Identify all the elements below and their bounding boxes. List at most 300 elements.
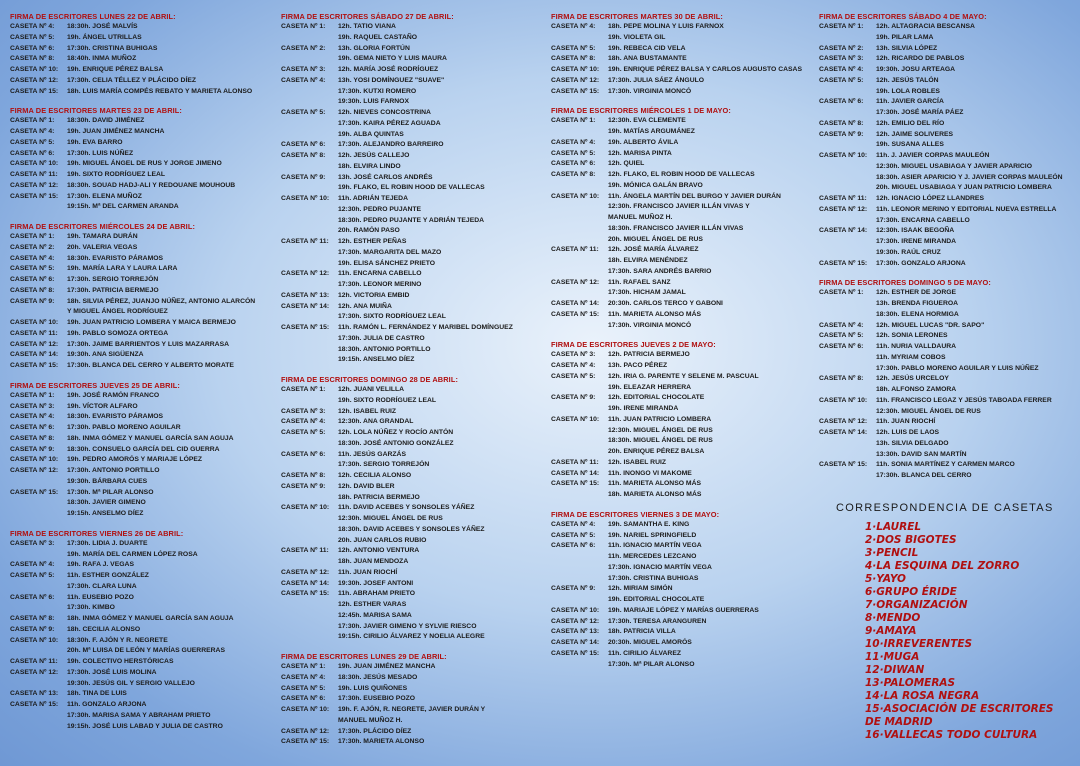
signing-row [551, 531, 813, 542]
signing-row [281, 396, 543, 407]
author-entry: 13h. JOSÉ CARLOS ANDRÉS [338, 173, 433, 181]
author-entry: 17:30h. CELIA TÉLLEZ Y PLÁCIDO DÍEZ [67, 76, 197, 84]
author-entry: 13h. SILVIA DELGADO [876, 439, 949, 447]
author-entry: 17:30h. MARISA SAMA Y ABRAHAM PRIETO [67, 711, 211, 719]
caseta-label: CASETA Nº 5: [10, 138, 55, 146]
author-entry: 19h. REBECA CID VELA [608, 44, 686, 52]
legend-item: 10·IRREVERENTES [865, 638, 973, 650]
signing-row [10, 603, 272, 614]
signing-row [819, 248, 1080, 259]
author-entry: 18:40h. INMA MUÑOZ [67, 55, 137, 63]
caseta-label [10, 307, 67, 318]
author-entry: MANUEL MUÑOZ H. [608, 214, 673, 221]
author-entry: 12:30h. MIGUEL ÁNGEL DE RUS [608, 426, 713, 434]
signing-row [281, 493, 543, 504]
author-entry: Y MIGUEL ÁNGEL RODRÍGUEZ [67, 308, 168, 316]
day-section [281, 12, 543, 366]
signing-row [281, 119, 543, 130]
caseta-label: CASETA Nº 1: [10, 117, 55, 125]
caseta-label [281, 600, 338, 611]
caseta-label: CASETA Nº 14: [281, 579, 330, 587]
author-entry: 12h. FLAKO, EL ROBIN HOOD DE VALLECAS [608, 171, 755, 178]
caseta-label: CASETA Nº 6: [10, 424, 55, 431]
author-entry: 18h. PEPE MOLINA Y LUIS FARNOX [608, 23, 724, 30]
caseta-label: CASETA Nº 8: [10, 615, 55, 622]
author-entry: 19h. MATÍAS ARGUMÁNEZ [608, 128, 695, 135]
author-entry: 19h. ENRIQUE PÉREZ BALSA Y CARLOS AUGUSTO CASAS [608, 66, 802, 73]
caseta-label [551, 552, 608, 563]
caseta-label: CASETA Nº 5: [551, 149, 596, 157]
caseta-label: CASETA Nº 9: [819, 130, 864, 138]
signing-row [551, 469, 813, 480]
caseta-label: CASETA Nº 12: [819, 205, 868, 213]
legend-item: 11·MUGA [865, 651, 920, 663]
author-entry: 18:30h. EVARISTO PÁRAMOS [67, 413, 164, 421]
caseta-label: CASETA Nº 5: [281, 684, 326, 692]
author-entry: 12h. ALTAGRACIA BESCANSA [876, 23, 975, 30]
author-entry: 18:30h. MIGUEL ÁNGEL DE RUS [608, 437, 713, 445]
caseta-label: CASETA Nº 6: [551, 160, 596, 168]
day-section [10, 222, 272, 372]
caseta-label: CASETA Nº 6: [281, 695, 326, 703]
signing-row [551, 595, 813, 606]
caseta-label [551, 321, 608, 332]
signing-row [281, 546, 543, 557]
caseta-label: CASETA Nº 15: [10, 192, 59, 200]
day-heading: FIRMA DE ESCRITORES VIERNES 3 DE MAYO: [551, 509, 720, 519]
author-entry: 18h. PATRICIA BERMEJO [338, 493, 420, 501]
signing-row [551, 404, 813, 415]
signing-row [819, 342, 1080, 353]
author-entry: 12:45h. MARISA SAMA [338, 611, 412, 619]
author-entry: 19h. PEDRO AMORÓS Y MARIAJE LÓPEZ [67, 456, 203, 464]
caseta-label: CASETA Nº 10: [551, 66, 600, 73]
caseta-label: CASETA Nº 2: [281, 44, 326, 52]
legend-title: CORRESPONDENCIA DE CASETAS [836, 502, 1054, 514]
author-entry: 12h. MARISA PINTA [608, 149, 672, 157]
legend-item: 16·VALLECAS TODO CULTURA [865, 729, 1038, 741]
day-section [819, 278, 1080, 482]
day-section [551, 510, 813, 671]
author-entry: 12:30h. MIGUEL USABIAGA Y JAVIER APARICIO [876, 162, 1032, 170]
author-entry: 12h. DAVID BLER [338, 482, 395, 490]
author-entry: 18h. CECILIA ALONSO [67, 625, 141, 633]
author-entry: 20h. ENRIQUE PÉREZ BALSA [608, 448, 705, 455]
caseta-label: CASETA Nº 3: [10, 539, 55, 547]
signing-row [281, 269, 543, 280]
author-entry: 18h. TINA DE LUIS [67, 690, 127, 698]
caseta-label [551, 426, 608, 437]
author-entry: 19h. ALBERTO ÁVILA [608, 138, 679, 146]
caseta-label: CASETA Nº 4: [10, 561, 55, 569]
author-entry: 17:30h. PLÁCIDO DÍEZ [338, 727, 412, 735]
signing-row [551, 520, 813, 531]
signing-row [281, 514, 543, 525]
author-entry: 12:30h. MIGUEL ÁNGEL DE RUS [876, 407, 981, 415]
author-entry: 17:30h. KIMBO [67, 604, 115, 612]
caseta-label [551, 595, 608, 606]
caseta-label: CASETA Nº 10: [281, 195, 330, 202]
caseta-label [10, 550, 67, 561]
signing-row [551, 361, 813, 372]
author-entry: 18h. SILVIA PÉREZ, JUANJO NÚÑEZ, ANTONIO ALARCÓN [67, 297, 256, 305]
author-entry: 19h. VIOLETA GIL [608, 33, 666, 41]
author-entry: 17:30h. CRISTINA BUHIGAS [67, 44, 158, 52]
author-entry: 18:30h. ASIER APARICIO Y J. JAVIER CORPAS MAULEÓN [876, 173, 1063, 181]
signing-row [819, 331, 1080, 342]
author-entry: 11h. IGNACIO MARTÍN VEGA [608, 542, 702, 550]
caseta-label [281, 345, 338, 356]
caseta-label: CASETA Nº 6: [10, 149, 55, 157]
caseta-label: CASETA Nº 4: [10, 254, 55, 262]
signing-row [10, 402, 272, 413]
caseta-label: CASETA Nº 4: [551, 138, 596, 146]
caseta-label: CASETA Nº 8: [551, 171, 596, 178]
caseta-label: CASETA Nº 11: [10, 658, 58, 665]
caseta-label [281, 130, 338, 141]
author-entry: 12h. ANA MUIÑA [338, 302, 392, 310]
caseta-label [819, 216, 876, 227]
signing-row [819, 407, 1080, 418]
caseta-label [551, 224, 608, 235]
signing-row [10, 87, 272, 98]
caseta-label: CASETA Nº 5: [10, 265, 55, 273]
signing-row [281, 525, 543, 536]
caseta-label: CASETA Nº 6: [819, 343, 864, 350]
caseta-label [281, 622, 338, 633]
caseta-label: CASETA Nº 1: [819, 23, 864, 30]
author-entry: 19h. JUAN PATRICIO LOMBERA Y MAICA BERMEJO [67, 319, 236, 326]
caseta-label: CASETA Nº 15: [551, 480, 600, 488]
signing-row [819, 108, 1080, 119]
caseta-label: CASETA Nº 10: [10, 66, 59, 73]
caseta-label [10, 603, 67, 614]
day-section [819, 12, 1080, 269]
signing-row [551, 638, 813, 649]
caseta-label [551, 127, 608, 138]
caseta-label [10, 646, 67, 657]
author-entry: 11h. JAVIER GARCÍA [876, 98, 944, 106]
author-entry: 18:30h. JOSÉ MALVÍS [67, 23, 138, 30]
author-entry: 17:30h. JAIME BARRIENTOS Y LUIS MAZARRASA [67, 340, 230, 348]
caseta-label: CASETA Nº 4: [551, 520, 596, 528]
caseta-label: CASETA Nº 8: [10, 286, 55, 294]
author-entry: 19h. IRENE MIRANDA [608, 405, 679, 412]
author-entry: 19h. FLAKO, EL ROBIN HOOD DE VALLECAS [338, 184, 485, 192]
author-entry: 17:30h. JULIA DE CASTRO [338, 334, 425, 342]
signing-row [551, 541, 813, 552]
signing-row [551, 87, 813, 98]
author-entry: 17:30h. BLANCA DEL CERRO Y ALBERTO MORATE [67, 362, 234, 369]
author-entry: 11h. ABRAHAM PRIETO [338, 590, 416, 598]
caseta-label [281, 525, 338, 536]
day-heading: FIRMA DE ESCRITORES MARTES 23 DE ABRIL: [10, 106, 182, 116]
author-entry: 18:30h. CONSUELO GARCÍA DEL CID GUERRA [67, 445, 220, 453]
author-entry: 19h. JUAN JIMÉNEZ MANCHA [338, 663, 436, 670]
caseta-label: CASETA Nº 6: [819, 98, 864, 106]
author-entry: 18:30h. ANTONIO PORTILLO [338, 345, 431, 353]
caseta-label [281, 33, 338, 44]
author-entry: 13h. BRENDA FIGUEROA [876, 300, 959, 307]
author-entry: 18h. ELVIRA LINDO [338, 162, 401, 170]
caseta-label: CASETA Nº 8: [819, 375, 864, 383]
author-entry: 19h. EDITORIAL CHOCOLATE [608, 596, 705, 603]
caseta-label [281, 87, 338, 98]
signing-row [281, 536, 543, 547]
caseta-label [551, 213, 608, 224]
caseta-label: CASETA Nº 3: [281, 407, 326, 415]
signing-row [10, 711, 272, 722]
signing-row [551, 627, 813, 638]
schedule-column-2 [281, 12, 543, 757]
signing-row [10, 361, 272, 372]
signing-row [551, 213, 813, 224]
caseta-label: CASETA Nº 1: [551, 117, 596, 125]
signing-row [10, 434, 272, 445]
caseta-label: CASETA Nº 2: [10, 243, 55, 251]
caseta-label [551, 33, 608, 44]
author-entry: 17:30h. LUIS NÚÑEZ [67, 149, 134, 157]
signing-row [551, 224, 813, 235]
signing-row [281, 503, 543, 514]
signing-row [281, 140, 543, 151]
author-entry: 11h. JUAN RIOCHÍ [876, 418, 936, 426]
signing-row [10, 232, 272, 243]
signing-row [10, 625, 272, 636]
legend-list [836, 521, 1076, 742]
author-entry: 11h. RAMÓN L. FERNÁNDEZ Y MARIBEL DOMÍNGUEZ [338, 324, 513, 331]
signing-row [551, 299, 813, 310]
caseta-label [281, 259, 338, 270]
caseta-label: CASETA Nº 9: [10, 625, 55, 633]
caseta-label [281, 334, 338, 345]
author-entry: 19h. F. AJÓN, R. NEGRETE, JAVIER DURÁN Y [338, 706, 486, 713]
signing-row [551, 170, 813, 181]
signing-row [819, 33, 1080, 44]
caseta-label [819, 140, 876, 151]
legend-item: DE MADRID [865, 716, 933, 728]
caseta-label: CASETA Nº 11: [10, 329, 58, 337]
author-entry: 19:30h. JOSU ARTEAGA [876, 66, 956, 73]
signing-row [10, 307, 272, 318]
author-entry: 19:15h. CIRILIO ÁLVAREZ Y NOELIA ALEGRE [338, 633, 485, 641]
caseta-label: CASETA Nº 10: [10, 319, 59, 326]
caseta-label: CASETA Nº 5: [10, 33, 55, 41]
caseta-label: CASETA Nº 10: [281, 504, 330, 512]
author-entry: 12h. NIEVES CONCOSTRINA [338, 109, 431, 116]
signing-row [10, 668, 272, 679]
caseta-label [819, 108, 876, 119]
signing-row [10, 264, 272, 275]
caseta-label: CASETA Nº 12: [281, 568, 330, 576]
author-entry: 19h. PILAR LAMA [876, 33, 934, 41]
caseta-label [819, 450, 876, 461]
signing-row [819, 87, 1080, 98]
author-entry: 19h. SUSANA ALLES [876, 141, 944, 149]
signing-row [10, 582, 272, 593]
signing-row [281, 684, 543, 695]
day-heading: FIRMA DE ESCRITORES MARTES 30 DE ABRIL: [551, 12, 723, 21]
author-entry: 17:30h. JOSÉ LUIS MOLINA [67, 668, 157, 676]
caseta-label: CASETA Nº 3: [551, 351, 596, 359]
author-entry: 12h. SONIA LERONES [876, 332, 948, 340]
author-entry: 12h. ESTHER PEÑAS [338, 238, 407, 245]
caseta-label: CASETA Nº 4: [281, 418, 326, 426]
author-entry: 19h. MARÍA LARA Y LAURA LARA [67, 265, 178, 273]
signing-row [551, 479, 813, 490]
legend-item: 4·LA ESQUINA DEL ZORRO [865, 560, 1020, 572]
author-entry: 17:30h. KUTXI ROMERO [338, 87, 417, 95]
caseta-label: CASETA Nº 4: [281, 673, 326, 681]
caseta-label: CASETA Nº 15: [10, 701, 59, 708]
signing-row [281, 662, 543, 673]
caseta-label [281, 248, 338, 259]
signing-row [10, 700, 272, 711]
caseta-label: CASETA Nº 6: [10, 44, 55, 52]
signing-row [551, 350, 813, 361]
signing-row [551, 563, 813, 574]
caseta-label: CASETA Nº 8: [819, 119, 864, 127]
author-entry: 11h. RAFAEL SANZ [608, 278, 671, 286]
author-entry: 12h. MARÍA JOSÉ RODRÍGUEZ [338, 66, 439, 73]
signing-row [281, 385, 543, 396]
signing-row [281, 87, 543, 98]
caseta-label [551, 181, 608, 192]
author-entry: 19h. ÁNGEL UTRILLAS [67, 33, 142, 41]
caseta-label [819, 248, 876, 259]
caseta-label: CASETA Nº 1: [281, 23, 326, 30]
author-entry: 19h. ALBA QUINTAS [338, 130, 404, 138]
caseta-label: CASETA Nº 5: [281, 109, 326, 116]
caseta-label: CASETA Nº 12: [10, 340, 59, 348]
signing-row [819, 173, 1080, 184]
caseta-label [281, 54, 338, 65]
signing-row [819, 162, 1080, 173]
signing-row [10, 44, 272, 55]
signing-row [551, 116, 813, 127]
schedule-column-1 [10, 12, 272, 741]
author-entry: 19:30h. BÁRBARA CUES [67, 477, 148, 485]
signing-row [10, 65, 272, 76]
caseta-label: CASETA Nº 4: [819, 66, 864, 73]
author-entry: 17:30h. LEONOR MERINO [338, 281, 422, 288]
signing-row [819, 183, 1080, 194]
author-entry: 19h. MÓNICA GALÁN BRAVO [608, 181, 703, 189]
author-entry: 17:30h. JULIA SÁEZ ÁNGULO [608, 76, 705, 84]
caseta-label: CASETA Nº 15: [551, 310, 600, 318]
signing-row [819, 471, 1080, 482]
signing-row [10, 445, 272, 456]
signing-row [281, 673, 543, 684]
caseta-label: CASETA Nº 8: [10, 55, 55, 63]
author-entry: 18h. LUIS MARÍA COMPÉS REBATO Y MARIETA ALONSO [67, 87, 253, 95]
caseta-label: CASETA Nº 10: [10, 456, 59, 464]
author-entry: 13h. YOSI DOMÍNGUEZ "SUAVE" [338, 76, 445, 84]
author-entry: 12:30h. EVA CLEMENTE [608, 117, 686, 125]
author-entry: 17:30h. GONZALO ARJONA [876, 259, 966, 267]
caseta-label [281, 611, 338, 622]
author-entry: 20h. MIGUEL USABIAGA Y JUAN PATRICIO LOMBERA [876, 184, 1052, 192]
signing-row [281, 216, 543, 227]
day-heading: FIRMA DE ESCRITORES SÁBADO 27 DE ABRIL: [281, 12, 454, 21]
day-heading: FIRMA DE ESCRITORES LUNES 29 DE ABRIL: [281, 652, 447, 661]
signing-row [819, 417, 1080, 428]
signing-row [551, 22, 813, 33]
signing-row [10, 297, 272, 308]
caseta-label: CASETA Nº 10: [551, 606, 600, 614]
signing-row [819, 428, 1080, 439]
signing-row [10, 466, 272, 477]
signing-row [10, 550, 272, 561]
author-entry: 19h. MARÍA DEL CARMEN LÓPEZ ROSA [67, 550, 198, 558]
signing-row [281, 76, 543, 87]
caseta-label [10, 202, 67, 213]
legend-item: 14·LA ROSA NEGRA [865, 690, 980, 702]
author-entry: 13h. GLORIA FORTÚN [338, 44, 410, 52]
caseta-label: CASETA Nº 12: [551, 278, 600, 286]
author-entry: 18h. INMA GÓMEZ Y MANUEL GARCÍA SAN AGUJA [67, 434, 234, 442]
caseta-label: CASETA Nº 4: [551, 23, 596, 30]
caseta-label: CASETA Nº 15: [551, 649, 600, 657]
author-entry: 11h. JUAN PATRICIO LOMBERA [608, 415, 712, 423]
caseta-label: CASETA Nº 1: [819, 289, 864, 297]
author-entry: 19h. SIXTO RODRÍGUEZ LEAL [67, 171, 166, 178]
caseta-label: CASETA Nº 9: [551, 394, 596, 402]
author-entry: 18h. ANA BUSTAMANTE [608, 55, 687, 63]
author-entry: 18h. MARIETA ALONSO MÁS [608, 491, 702, 498]
signing-row [10, 159, 272, 170]
author-entry: 18:30h. DAVID JIMÉNEZ [67, 117, 145, 125]
author-entry: 17:30h. Mª PILAR ALONSO [67, 488, 154, 496]
signing-row [281, 439, 543, 450]
author-entry: 20h. MIGUEL ÁNGEL DE RUS [608, 235, 703, 243]
author-entry: 17:30h. VIRGINIA MONCÓ [608, 321, 692, 329]
author-entry: 12h. MIRIAM SIMÓN [608, 585, 673, 593]
author-entry: 11h. MYRIAM COBOS [876, 353, 946, 361]
author-entry: 19h. VÍCTOR ALFARO [67, 402, 138, 410]
author-entry: 11h. GONZALO ARJONA [67, 701, 147, 708]
signing-row [819, 216, 1080, 227]
signing-row [551, 76, 813, 87]
signing-row [281, 237, 543, 248]
caseta-label [281, 514, 338, 525]
day-heading: FIRMA DE ESCRITORES JUEVES 2 DE MAYO: [551, 340, 716, 350]
author-entry: 19h. NARIEL SPRINGFIELD [608, 531, 697, 539]
signing-row [551, 256, 813, 267]
author-entry: 11h. ENCARNA CABELLO [338, 270, 422, 278]
signing-row [819, 353, 1080, 364]
signing-row [281, 694, 543, 705]
signing-row [10, 477, 272, 488]
author-entry: 17:30h. SIXTO RODRÍGUEZ LEAL [338, 313, 446, 321]
caseta-label [10, 498, 67, 509]
signing-row [551, 447, 813, 458]
signing-row [551, 415, 813, 426]
author-entry: 19h. TAMARA DURÁN [67, 233, 138, 240]
signing-row [281, 716, 543, 727]
author-entry: 19h. RAFA J. VEGAS [67, 561, 134, 569]
signing-row [551, 606, 813, 617]
author-entry: 17:30h. IGNACIO MARTÍN VEGA [608, 563, 712, 571]
day-heading: FIRMA DE ESCRITORES MIÉRCOLES 24 DE ABRIL: [10, 222, 196, 231]
author-entry: 11h. ADRIÁN TEJEDA [338, 195, 408, 202]
author-entry: 17:30h. IRENE MIRANDA [876, 238, 957, 245]
author-entry: 17:30h. ENCARNA CABELLO [876, 216, 970, 224]
author-entry: 11h. FRANCISCO LEGAZ Y JESÚS TABOADA FERRER [876, 396, 1052, 404]
caseta-label: CASETA Nº 12: [10, 668, 59, 676]
signing-row [281, 557, 543, 568]
signing-row [10, 614, 272, 625]
